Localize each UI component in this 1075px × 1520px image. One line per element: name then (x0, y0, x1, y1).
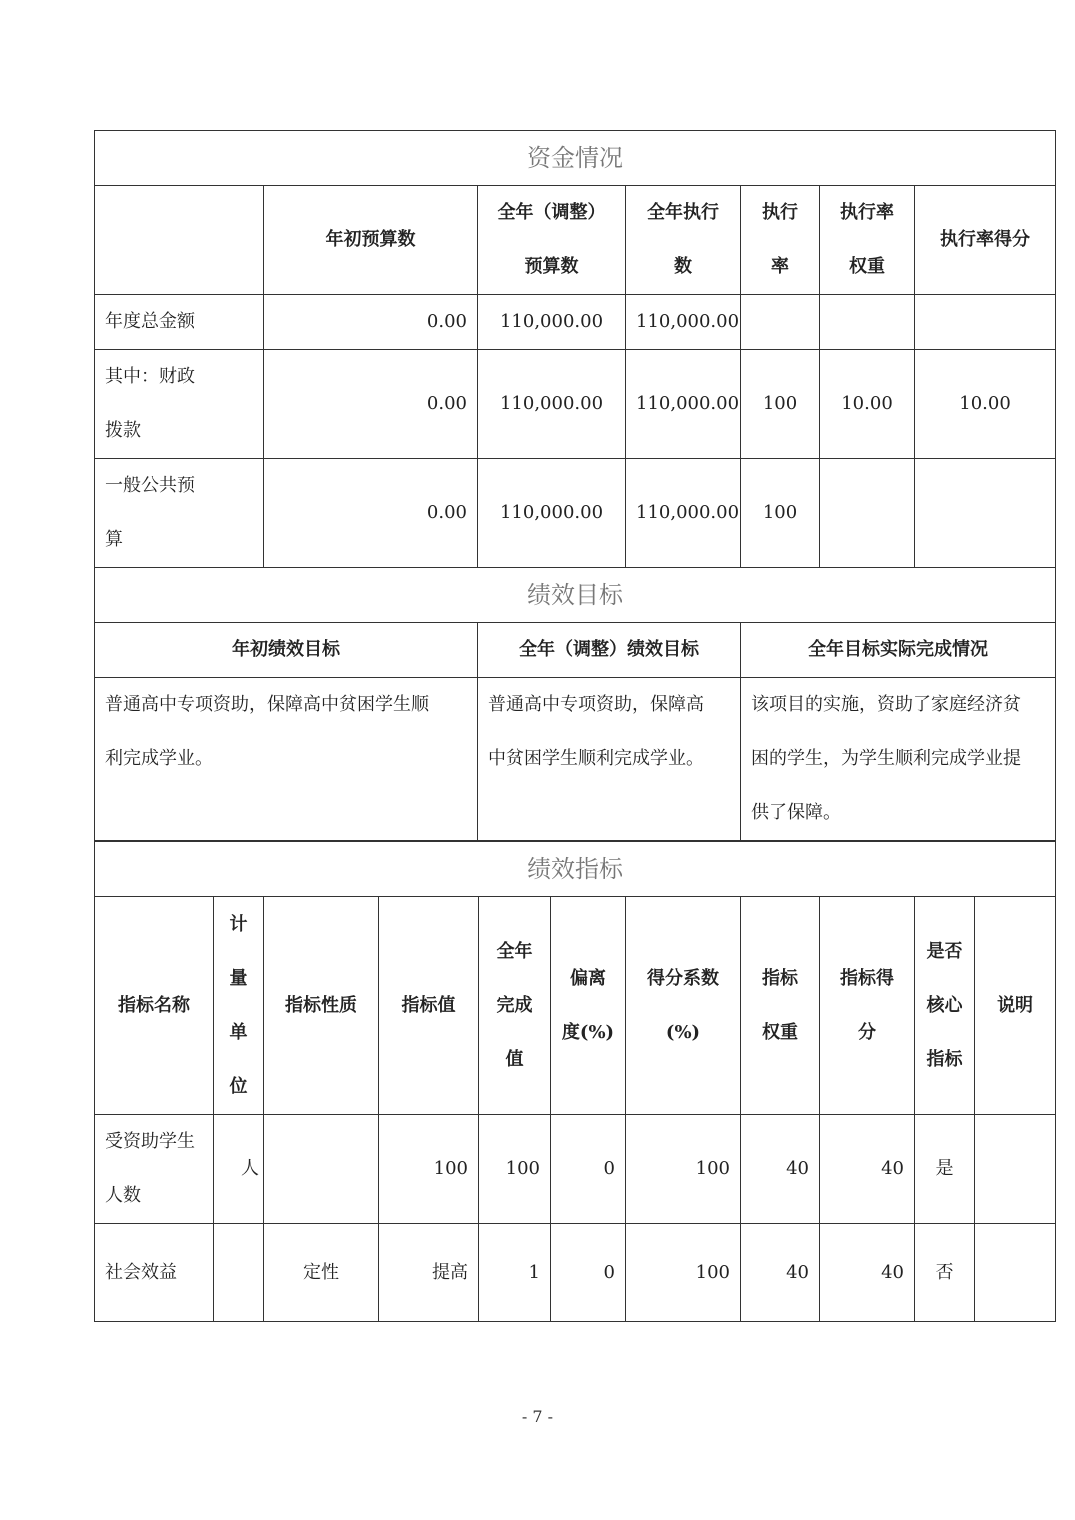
indicator-nature: 定性 (264, 1224, 379, 1322)
actual-completion-text: 该项目的实施，资助了家庭经济贫 困的学生，为学生顺利完成学业提 供了保障。 (741, 678, 1056, 841)
funding-header-empty (95, 186, 264, 295)
indicator-name: 社会效益 (95, 1224, 214, 1322)
funding-row-general-budget (95, 459, 1056, 568)
cell-rate (741, 295, 820, 350)
indicator-weight: 40 (741, 1115, 820, 1224)
indicator-weight: 40 (741, 1224, 820, 1322)
cell-adjusted: 110,000.00 (478, 295, 626, 350)
indicator-row (95, 1115, 1056, 1224)
indicators-section-row (95, 842, 1056, 897)
header-score: 指标得 分 (820, 897, 915, 1115)
cell-initial: 0.00 (264, 350, 478, 459)
goals-section-title: 绩效目标 (95, 568, 1056, 623)
indicator-remark (975, 1224, 1056, 1322)
cell-initial: 0.00 (264, 459, 478, 568)
cell-rate: 100 (741, 459, 820, 568)
funding-section-row (95, 131, 1056, 186)
header-adjusted-budget: 全年（调整） 预算数 (478, 186, 626, 295)
indicator-coefficient: 100 (626, 1224, 741, 1322)
header-rate-weight: 执行率 权重 (820, 186, 915, 295)
funding-row-total (95, 295, 1056, 350)
cell-score: 10.00 (915, 350, 1056, 459)
funding-row-fiscal (95, 350, 1056, 459)
indicators-section-title: 绩效指标 (95, 842, 1056, 897)
goals-header-row (95, 623, 1056, 678)
header-remark: 说明 (975, 897, 1056, 1115)
goals-section-row (95, 568, 1056, 623)
initial-goal-text: 普通高中专项资助，保障高中贫困学生顺 利完成学业。 (95, 678, 478, 841)
cell-rate: 100 (741, 350, 820, 459)
header-executed: 全年执行 数 (626, 186, 741, 295)
indicator-unit: 人 (214, 1115, 264, 1224)
indicator-deviation: 0 (551, 1224, 626, 1322)
header-core: 是否 核心 指标 (915, 897, 975, 1115)
cell-weight (820, 295, 915, 350)
row-label: 其中：财政 拨款 (95, 350, 264, 459)
cell-executed: 110,000.00 (626, 459, 741, 568)
funding-goals-table (94, 130, 1056, 841)
header-rate-score: 执行率得分 (915, 186, 1056, 295)
header-deviation: 偏离 度(%) (551, 897, 626, 1115)
cell-score (915, 295, 1056, 350)
row-label: 年度总金额 (95, 295, 264, 350)
header-completed: 全年 完成 值 (479, 897, 551, 1115)
cell-score (915, 459, 1056, 568)
funding-header-row (95, 186, 1056, 295)
row-label: 一般公共预 算 (95, 459, 264, 568)
header-initial-goal: 年初绩效目标 (95, 623, 478, 678)
header-coefficient: 得分系数 (%) (626, 897, 741, 1115)
cell-initial: 0.00 (264, 295, 478, 350)
indicator-deviation: 0 (551, 1115, 626, 1224)
adjusted-goal-text: 普通高中专项资助，保障高 中贫困学生顺利完成学业。 (478, 678, 741, 841)
cell-weight (820, 459, 915, 568)
cell-adjusted: 110,000.00 (478, 459, 626, 568)
indicator-nature (264, 1115, 379, 1224)
cell-adjusted: 110,000.00 (478, 350, 626, 459)
indicator-value: 100 (379, 1115, 479, 1224)
goals-content-row (95, 678, 1056, 841)
indicator-score: 40 (820, 1115, 915, 1224)
header-adjusted-goal: 全年（调整）绩效目标 (478, 623, 741, 678)
header-nature: 指标性质 (264, 897, 379, 1115)
indicator-remark (975, 1115, 1056, 1224)
indicator-coefficient: 100 (626, 1115, 741, 1224)
header-rate: 执行 率 (741, 186, 820, 295)
header-actual-completion: 全年目标实际完成情况 (741, 623, 1056, 678)
header-value: 指标值 (379, 897, 479, 1115)
cell-executed: 110,000.00 (626, 295, 741, 350)
indicator-name: 受资助学生 人数 (95, 1115, 214, 1224)
funding-section-title: 资金情况 (95, 131, 1056, 186)
indicator-completed: 1 (479, 1224, 551, 1322)
indicator-core: 否 (915, 1224, 975, 1322)
cell-executed: 110,000.00 (626, 350, 741, 459)
page-number: - 7 - (521, 1407, 554, 1426)
indicator-score: 40 (820, 1224, 915, 1322)
header-unit: 计 量 单 位 (214, 897, 264, 1115)
header-initial-budget: 年初预算数 (264, 186, 478, 295)
header-weight: 指标 权重 (741, 897, 820, 1115)
indicator-completed: 100 (479, 1115, 551, 1224)
indicators-header-row (95, 897, 1056, 1115)
indicator-row (95, 1224, 1056, 1322)
header-indicator-name: 指标名称 (95, 897, 214, 1115)
indicator-unit (214, 1224, 264, 1322)
indicators-table (94, 841, 1056, 1322)
cell-weight: 10.00 (820, 350, 915, 459)
indicator-value: 提高 (379, 1224, 479, 1322)
indicator-core: 是 (915, 1115, 975, 1224)
